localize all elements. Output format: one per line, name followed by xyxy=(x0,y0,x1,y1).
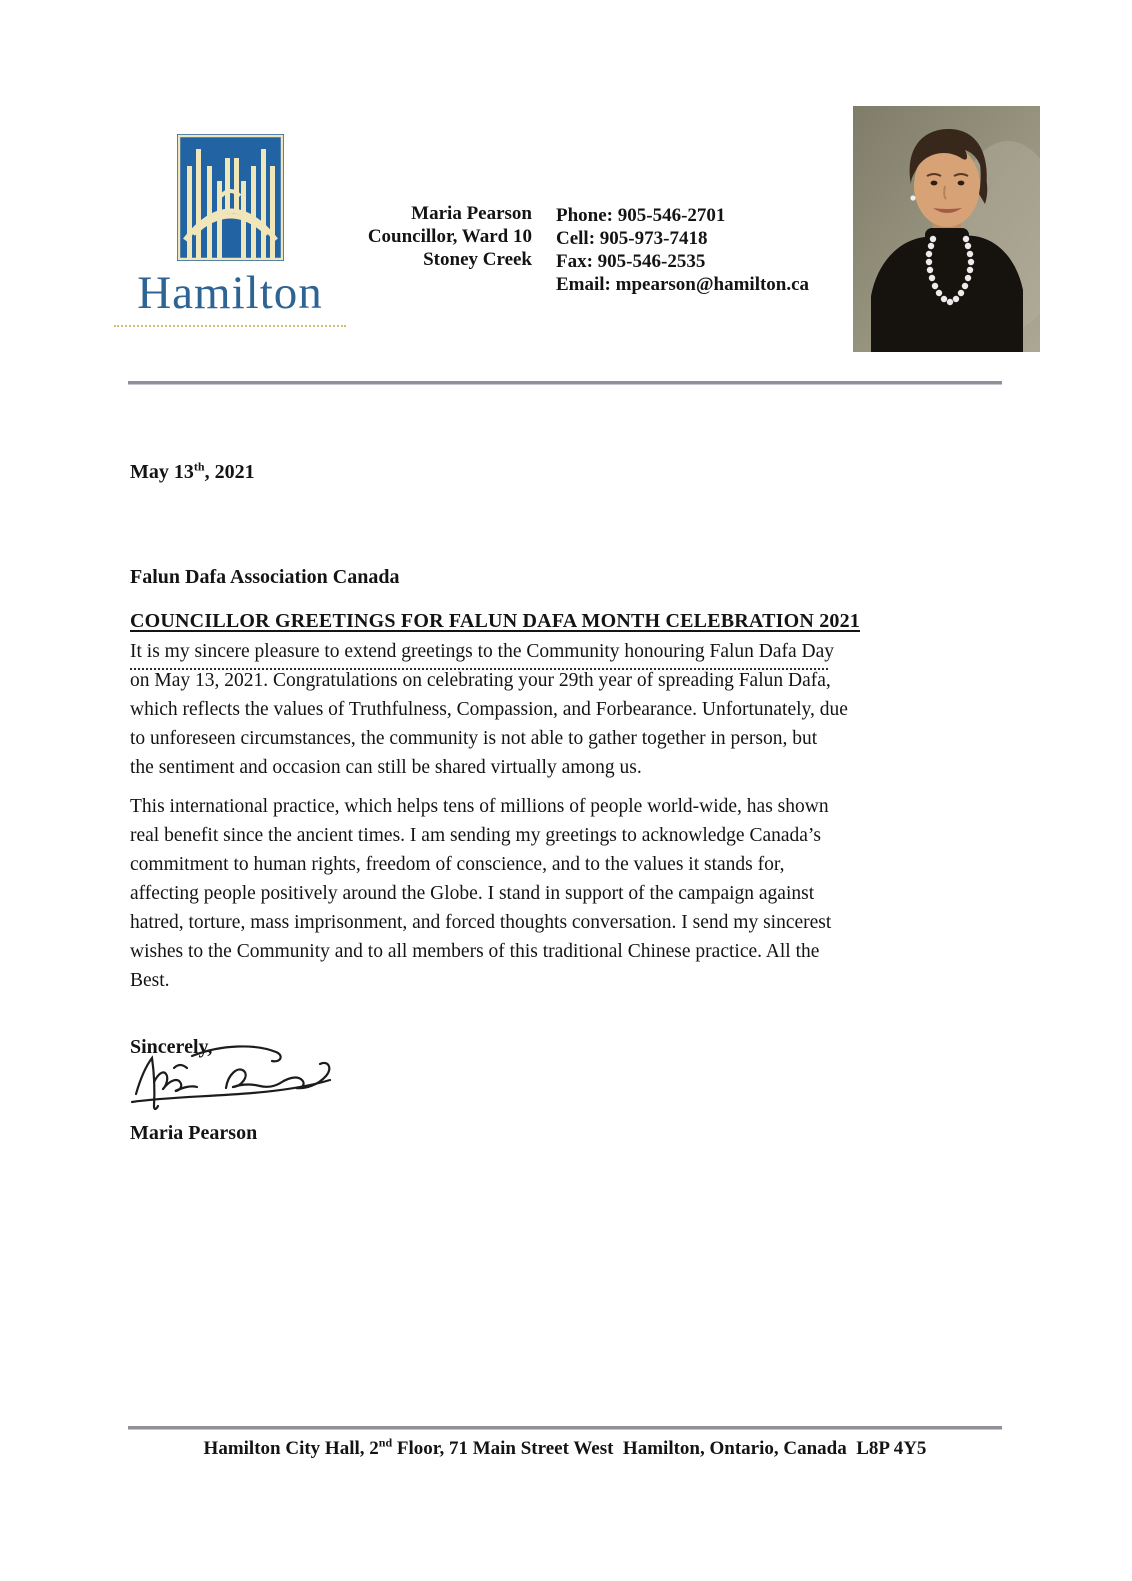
contact-email: Email: mpearson@hamilton.ca xyxy=(556,274,810,295)
portrait-photo xyxy=(853,106,1040,352)
signature-image xyxy=(130,1036,345,1114)
date-ordinal: th xyxy=(193,459,205,474)
official-title: Councillor, Ward 10 xyxy=(367,226,532,247)
hamilton-logo-icon xyxy=(177,134,284,261)
footer-pre: Hamilton City Hall, 2 xyxy=(203,1438,379,1459)
paragraph-1 xyxy=(130,637,1020,782)
footer-divider xyxy=(128,1426,1002,1430)
p1-line4: to unforeseen circumstances, the community is not able to gather together in person, but xyxy=(130,728,818,749)
p2-line5: hatred, torture, mass imprisonment, and forced thoughts conversation. I send my sincerest xyxy=(130,912,832,933)
p2-line2: real benefit since the ancient times. I am sending my greetings to acknowledge Canada’s xyxy=(130,825,821,846)
contact-phone: Phone: 905-546-2701 xyxy=(556,205,726,226)
paragraph-2 xyxy=(130,792,1020,995)
contact-cell: Cell: 905-973-7418 xyxy=(556,228,708,249)
footer-address xyxy=(128,1435,1002,1460)
footer-post: Floor, 71 Main Street West Hamilton, Ontario, Canada L8P 4Y5 xyxy=(392,1438,927,1459)
p1-line3: which reflects the values of Truthfulness, Compassion, and Forbearance. Unfortunately, due xyxy=(130,699,848,720)
p2-line7: Best. xyxy=(130,970,170,991)
p2-line1: This international practice, which helps tens of millions of people world-wide, has shown xyxy=(130,796,829,817)
p1-line5: the sentiment and occasion can still be shared virtually among us. xyxy=(130,757,642,778)
date-pre: May 13 xyxy=(130,461,194,483)
header-divider xyxy=(128,381,1002,385)
date-post: , 2021 xyxy=(204,461,255,483)
closing-line: Sincerely, xyxy=(130,1036,213,1058)
p1-line1: It is my sincere pleasure to extend greetings to the Community honouring Falun Dafa Day xyxy=(130,641,835,662)
official-block xyxy=(340,202,532,271)
contact-fax: Fax: 905-546-2535 xyxy=(556,251,706,272)
contact-block xyxy=(556,204,846,296)
official-name: Maria Pearson xyxy=(411,203,532,224)
date-line xyxy=(130,461,255,484)
p2-line4: affecting people positively around the Globe. I stand in support of the campaign against xyxy=(130,883,815,904)
official-area: Stoney Creek xyxy=(423,249,532,270)
p2-line6: wishes to the Community and to all members of this traditional Chinese practice. All the xyxy=(130,941,820,962)
hamilton-wordmark: Hamilton xyxy=(114,270,346,327)
subject-line: COUNCILLOR GREETINGS FOR FALUN DAFA MONTH CELEBRATION 2021 xyxy=(130,610,860,632)
p2-line3: commitment to human rights, freedom of conscience, and to the values it stands for, xyxy=(130,854,785,875)
footer-ordinal: nd xyxy=(378,1435,393,1450)
signer-name: Maria Pearson xyxy=(130,1122,258,1144)
p1-line2-overlined: on May 13, 2021. Congratulations on celebrating your 29th year of spreading Falun Dafa, xyxy=(130,670,831,691)
recipient-line: Falun Dafa Association Canada xyxy=(130,566,400,588)
